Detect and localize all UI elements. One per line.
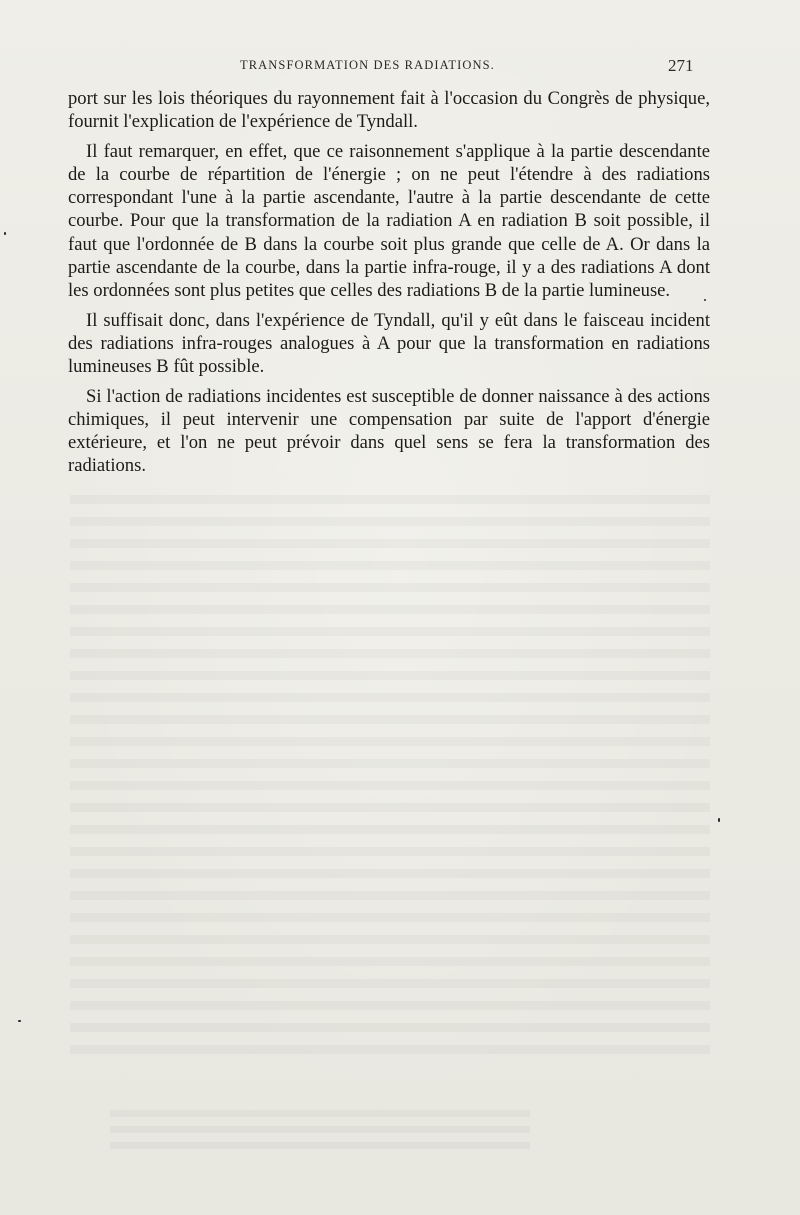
page-number: 271 — [668, 56, 694, 75]
bleed-through-footnote — [110, 1110, 530, 1152]
ink-speck — [704, 299, 706, 301]
ink-speck — [4, 232, 6, 235]
ink-speck — [18, 1020, 21, 1022]
paragraph: port sur les lois théoriques du rayonnement fait à l'occasion du Congrès de physique, fournit l'explication de l'expérience de Tyndall. — [68, 88, 710, 133]
main-text — [68, 87, 710, 478]
bleed-through-text — [70, 495, 710, 1055]
ink-speck — [718, 818, 720, 822]
paragraph: Il faut remarquer, en effet, que ce raisonnement s'applique à la partie descendante de la courbe de répartition de l'énergie ; on ne peut l'étendre à des radiations correspondant l'une à la partie ascendante, l'autre à la partie descendante de cette courbe. Pour que la transformation de la radiation A en radiation B soit possible, il faut que l'ordonnée de B dans la courbe soit plus grande que celle de A. Or dans la partie ascendante de la courbe, dans la partie infra-rouge, il y a des radiations A dont les ordonnées sont plus petites que celles des radiations B de la partie lumineuse. — [68, 140, 710, 302]
paragraph: Il suffisait donc, dans l'expérience de Tyndall, qu'il y eût dans le faisceau incident des radiations infra-rouges analogues à A pour que la transformation en radiations lumineuses B fût possible. — [68, 309, 710, 378]
paragraph: Si l'action de radiations incidentes est susceptible de donner naissance à des actions chimiques, il peut intervenir une compensation par suite de l'apport d'énergie extérieure, et l'on ne peut prévoir dans quel sens se fera la transformation des radiations. — [68, 385, 710, 477]
running-title: TRANSFORMATION DES RADIATIONS. — [240, 58, 495, 72]
